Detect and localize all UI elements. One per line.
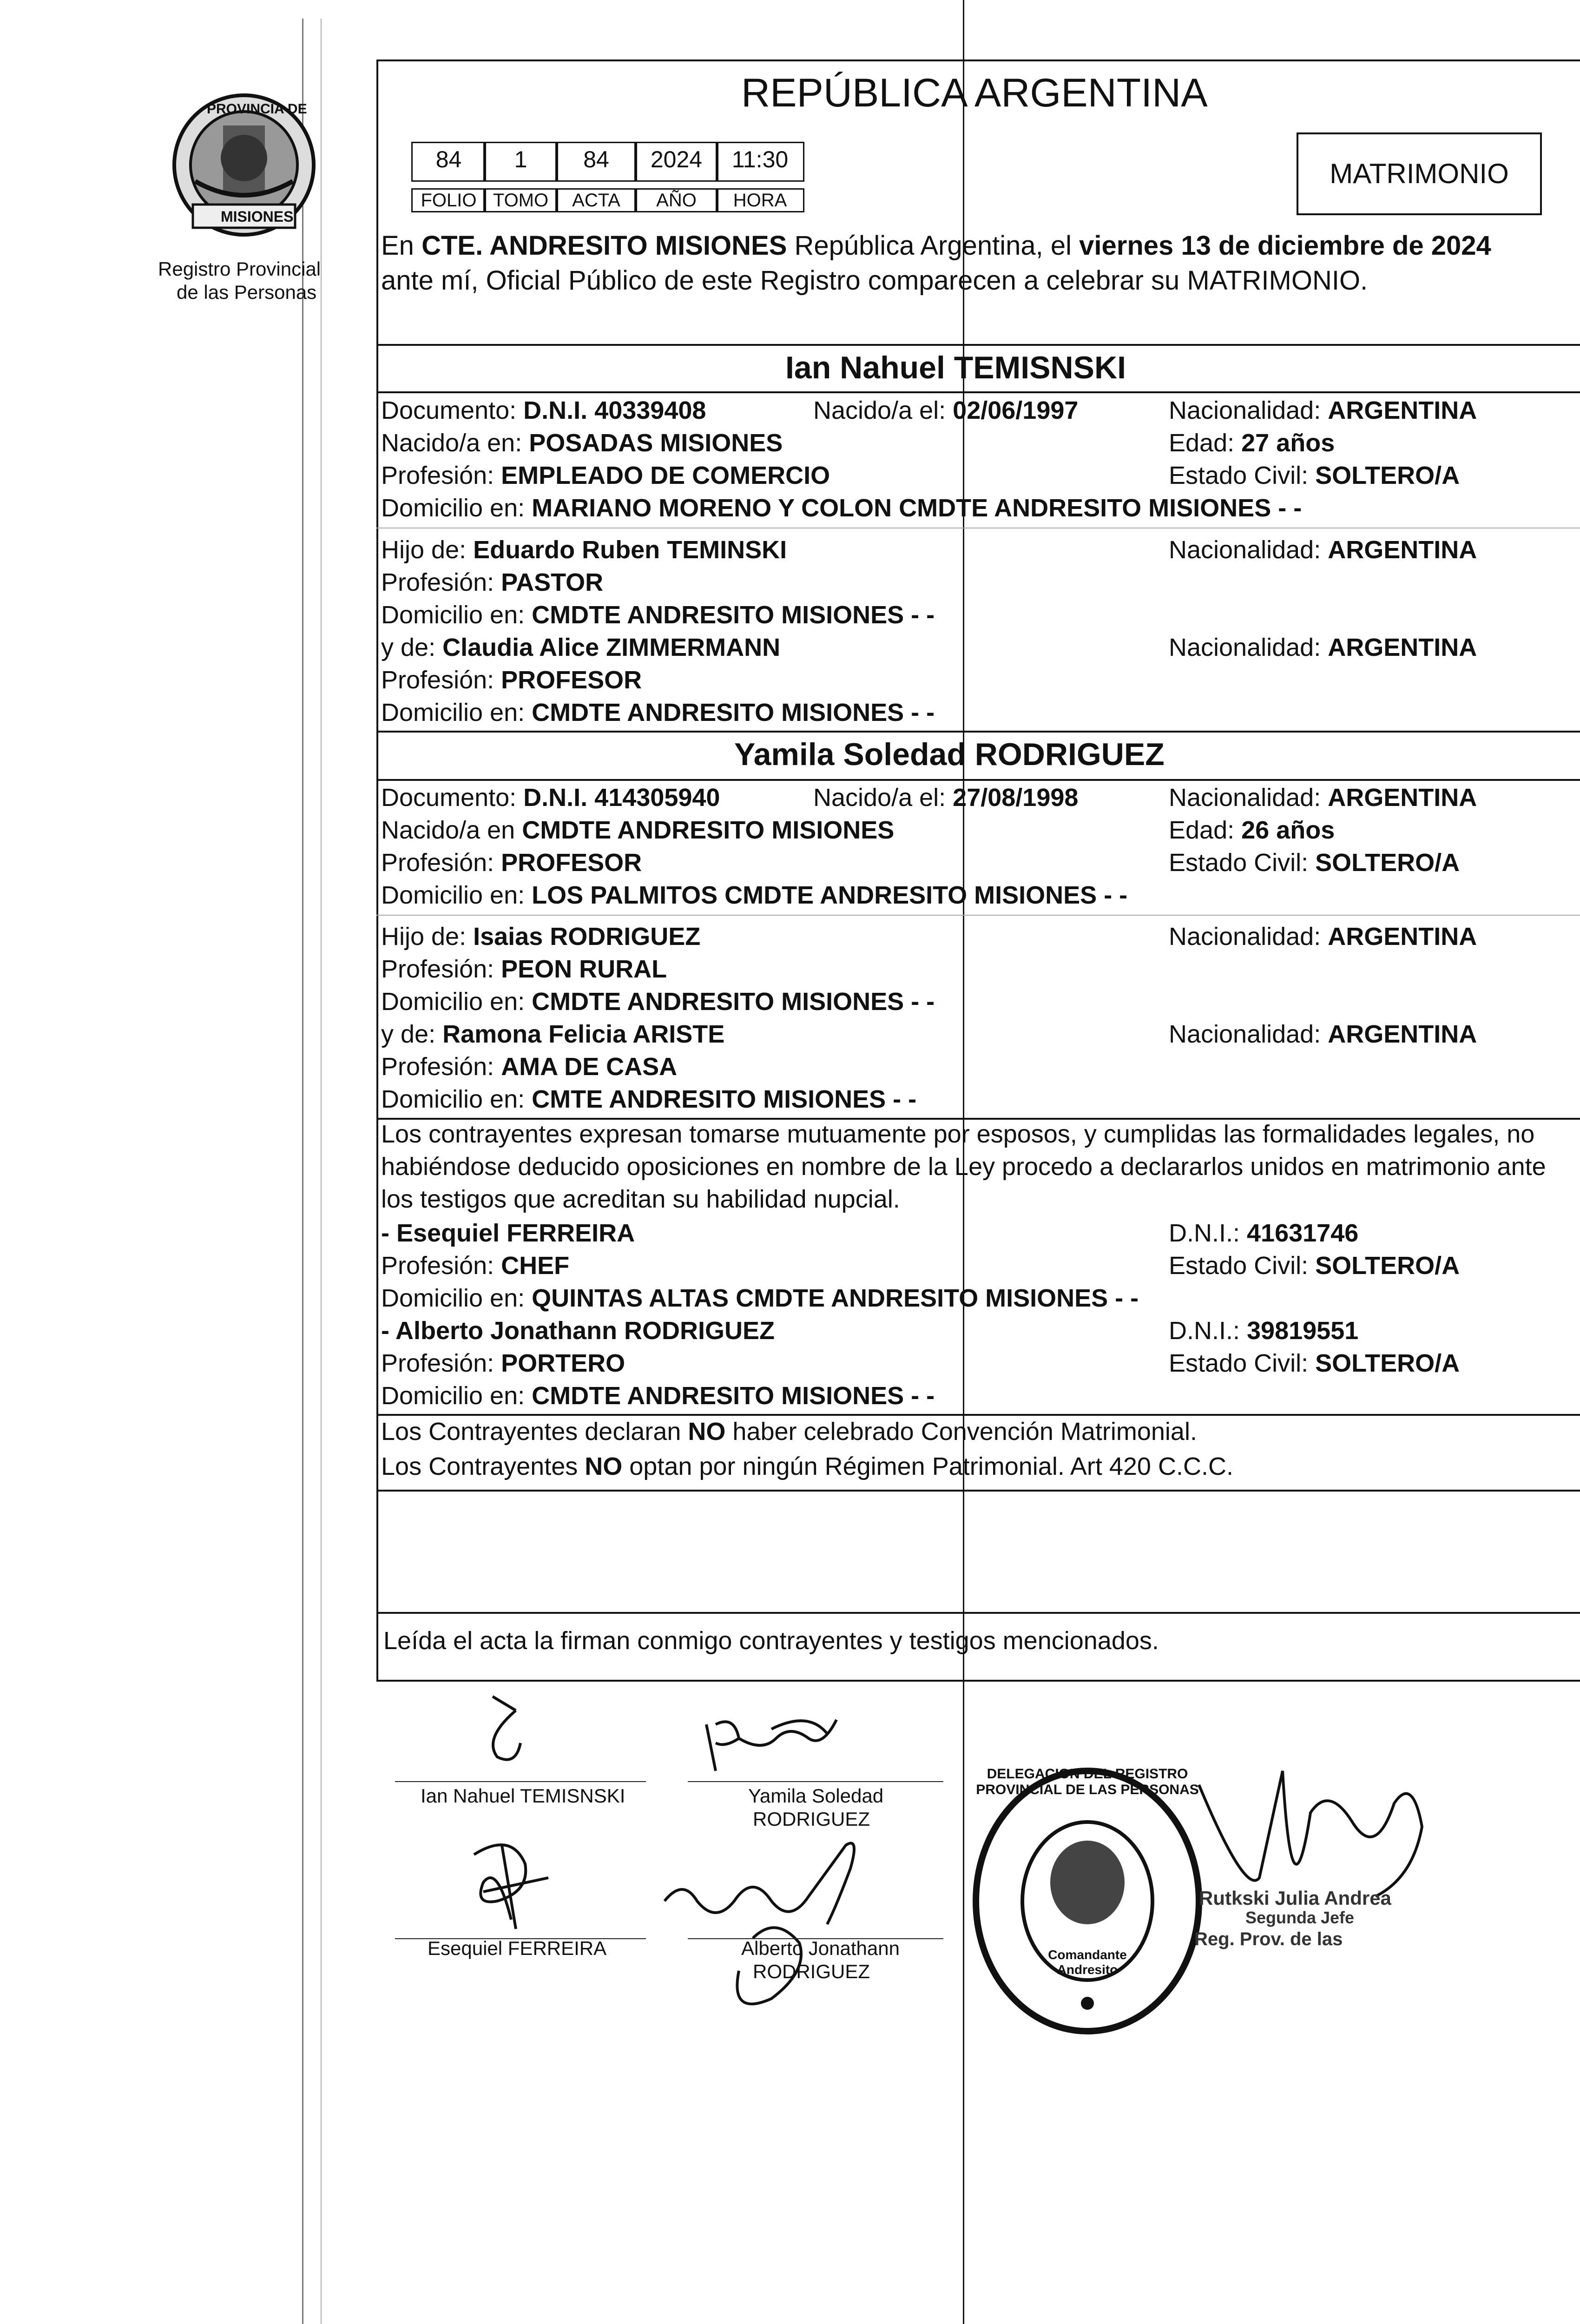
logo-caption-2: de las Personas <box>177 281 317 303</box>
bride-document: Documento: D.N.I. 414305940 <box>381 784 720 812</box>
bride-civil-status: Estado Civil: SOLTERO/A <box>1169 849 1460 877</box>
divider-bride-top <box>376 731 1580 733</box>
declaration-line-3: los testigos que acreditan su habilidad nupcial. <box>381 1185 900 1213</box>
bride-profession: Profesión: PROFESOR <box>381 849 642 877</box>
groom-sign-line <box>395 1781 646 1782</box>
witness-1-civil-status: Estado Civil: SOLTERO/A <box>1169 1252 1460 1280</box>
groom-father-address: Domicilio en: CMDTE ANDRESITO MISIONES - - <box>381 601 935 629</box>
left-border <box>376 59 378 1682</box>
registry-stamp <box>967 1762 1208 2040</box>
bride-sign-name-1: Yamila Soledad <box>748 1785 884 1807</box>
bride-nationality: Nacionalidad: ARGENTINA <box>1169 784 1477 812</box>
bride-mother-nationality: Nacionalidad: ARGENTINA <box>1169 1020 1477 1048</box>
witness-2-name: - Alberto Jonathann RODRIGUEZ <box>381 1317 775 1345</box>
divider-convention-top <box>376 1414 1580 1416</box>
bride-sign-name-2: RODRIGUEZ <box>753 1808 870 1830</box>
groom-heading: Ian Nahuel TEMISNSKI <box>785 350 1126 385</box>
groom-profession: Profesión: EMPLEADO DE COMERCIO <box>381 462 830 489</box>
divider-groom-head <box>376 391 1580 393</box>
closing-text: Leída el acta la firman conmigo contrayentes y testigos mencionados. <box>383 1627 1159 1655</box>
meta-label-hora: HORA <box>716 188 804 212</box>
divider-groom-top <box>376 344 1580 346</box>
groom-address: Domicilio en: MARIANO MORENO Y COLON CMDTE ANDRESITO MISIONES - - <box>381 494 1302 522</box>
bride-father-address: Domicilio en: CMDTE ANDRESITO MISIONES - - <box>381 988 935 1016</box>
groom-mother-nationality: Nacionalidad: ARGENTINA <box>1169 634 1477 661</box>
bride-father-profession: Profesión: PEON RURAL <box>381 955 667 983</box>
witness-1-sign-name: Esequiel FERREIRA <box>428 1937 607 1959</box>
divider-bride-head <box>376 779 1580 781</box>
official-name: Rutkski Julia Andrea <box>1199 1887 1391 1909</box>
official-title: Segunda Jefe <box>1245 1908 1355 1927</box>
meta-label-anio: AÑO <box>634 188 718 212</box>
witness-1-profession: Profesión: CHEF <box>381 1252 570 1280</box>
witness-2-signature <box>660 1831 920 2027</box>
groom-father: Hijo de: Eduardo Ruben TEMINSKI <box>381 536 787 564</box>
seal-top-text: PROVINCIA DE <box>207 101 307 117</box>
convention-line-2: Los Contrayentes NO optan por ningún Régimen Patrimonial. Art 420 C.C.C. <box>381 1452 1233 1480</box>
meta-label-folio: FOLIO <box>411 188 486 212</box>
witness-1-dni: D.N.I.: 41631746 <box>1169 1219 1359 1247</box>
groom-sign-name: Ian Nahuel TEMISNSKI <box>421 1785 625 1807</box>
groom-age: Edad: 27 años <box>1169 429 1335 457</box>
meta-anio: 2024 <box>634 142 718 182</box>
bride-father: Hijo de: Isaias RODRIGUEZ <box>381 923 701 951</box>
bride-address: Domicilio en: LOS PALMITOS CMDTE ANDRESITO MISIONES - - <box>381 881 1128 909</box>
witness-2-sign-name-2: RODRIGUEZ <box>753 1961 870 1982</box>
left-scan-edge-2 <box>321 19 322 2324</box>
divider-closing-top <box>376 1612 1580 1614</box>
declaration-line-2: habiéndose deducido oposiciones en nombre de la Ley procedo a declararlos unidos en matrimonio ante <box>381 1153 1546 1181</box>
seal-bottom-text: MISIONES <box>221 208 294 225</box>
witness-2-dni: D.N.I.: 39819551 <box>1169 1317 1359 1345</box>
groom-mother-address: Domicilio en: CMDTE ANDRESITO MISIONES - - <box>381 699 935 726</box>
official-office: Reg. Prov. de las <box>1194 1929 1343 1949</box>
groom-nationality: Nacionalidad: ARGENTINA <box>1169 396 1477 424</box>
declaration-line-1: Los contrayentes expresan tomarse mutuamente por esposos, y cumplidas las formalidades legales, no <box>381 1120 1535 1148</box>
bride-sign-line <box>688 1781 943 1782</box>
meta-acta: 84 <box>555 142 637 182</box>
page-title: REPÚBLICA ARGENTINA <box>741 71 1208 115</box>
witness-2-sign-name-1: Alberto Jonathann <box>741 1937 900 1959</box>
witness-2-profession: Profesión: PORTERO <box>381 1349 625 1377</box>
divider-notes-top <box>376 1490 1580 1492</box>
bride-mother: y de: Ramona Felicia ARISTE <box>381 1020 725 1048</box>
marriage-type-box <box>1297 132 1542 215</box>
groom-father-nationality: Nacionalidad: ARGENTINA <box>1169 536 1477 564</box>
logo-caption-1: Registro Provincial <box>158 258 321 280</box>
bottom-border <box>376 1680 1580 1682</box>
groom-mother: y de: Claudia Alice ZIMMERMANN <box>381 634 781 661</box>
intro-line-1: En CTE. ANDRESITO MISIONES República Argentina, el viernes 13 de diciembre de 2024 <box>381 231 1491 261</box>
stamp-ring-text: DELEGACION DEL REGISTRO PROVINCIAL DE LAS PERSONAS <box>976 1766 1199 1797</box>
witness-1-signature <box>455 1827 567 1938</box>
groom-civil-status: Estado Civil: SOLTERO/A <box>1169 462 1460 489</box>
left-scan-edge <box>302 19 303 2324</box>
bride-heading: Yamila Soledad RODRIGUEZ <box>734 737 1165 772</box>
groom-document: Documento: D.N.I. 40339408 <box>381 396 706 424</box>
bride-parents-sep <box>376 915 1580 916</box>
witness-1-name: - Esequiel FERREIRA <box>381 1219 635 1247</box>
groom-father-profession: Profesión: PASTOR <box>381 568 604 596</box>
groom-birthdate: Nacido/a el: 02/06/1997 <box>813 396 1079 424</box>
groom-birthplace: Nacido/a en: POSADAS MISIONES <box>381 429 783 457</box>
witness-2-civil-status: Estado Civil: SOLTERO/A <box>1169 1349 1460 1377</box>
meta-hora: 11:30 <box>716 142 804 182</box>
meta-label-tomo: TOMO <box>483 188 558 212</box>
bride-birthdate: Nacido/a el: 27/08/1998 <box>813 784 1079 812</box>
witness-1-address: Domicilio en: QUINTAS ALTAS CMDTE ANDRESITO MISIONES - - <box>381 1284 1139 1312</box>
bride-signature <box>697 1710 846 1780</box>
witness-2-address: Domicilio en: CMDTE ANDRESITO MISIONES - - <box>381 1382 935 1410</box>
meta-label-acta: ACTA <box>555 188 637 212</box>
bride-father-nationality: Nacionalidad: ARGENTINA <box>1169 923 1477 951</box>
meta-folio: 84 <box>411 142 486 182</box>
marriage-type-label: MATRIMONIO <box>1330 158 1509 189</box>
stamp-center-text: Comandante Andresito <box>1048 1948 1127 1977</box>
stamp-seal-icon <box>967 1762 1208 2040</box>
intro-line-2: ante mí, Oficial Público de este Registro comparecen a celebrar su MATRIMONIO. <box>381 265 1368 296</box>
groom-mother-profession: Profesión: PROFESOR <box>381 666 642 694</box>
top-border <box>376 59 1580 61</box>
convention-line-1: Los Contrayentes declaran NO haber celebrado Convención Matrimonial. <box>381 1418 1197 1446</box>
bride-mother-address: Domicilio en: CMTE ANDRESITO MISIONES - - <box>381 1085 917 1113</box>
groom-signature <box>465 1692 548 1771</box>
bride-age: Edad: 26 años <box>1169 816 1335 844</box>
registry-logo <box>167 88 321 242</box>
divider-declaration-top <box>376 1118 1580 1120</box>
bride-birthplace: Nacido/a en CMDTE ANDRESITO MISIONES <box>381 816 895 844</box>
meta-tomo: 1 <box>483 142 558 182</box>
bride-mother-profession: Profesión: AMA DE CASA <box>381 1053 678 1081</box>
